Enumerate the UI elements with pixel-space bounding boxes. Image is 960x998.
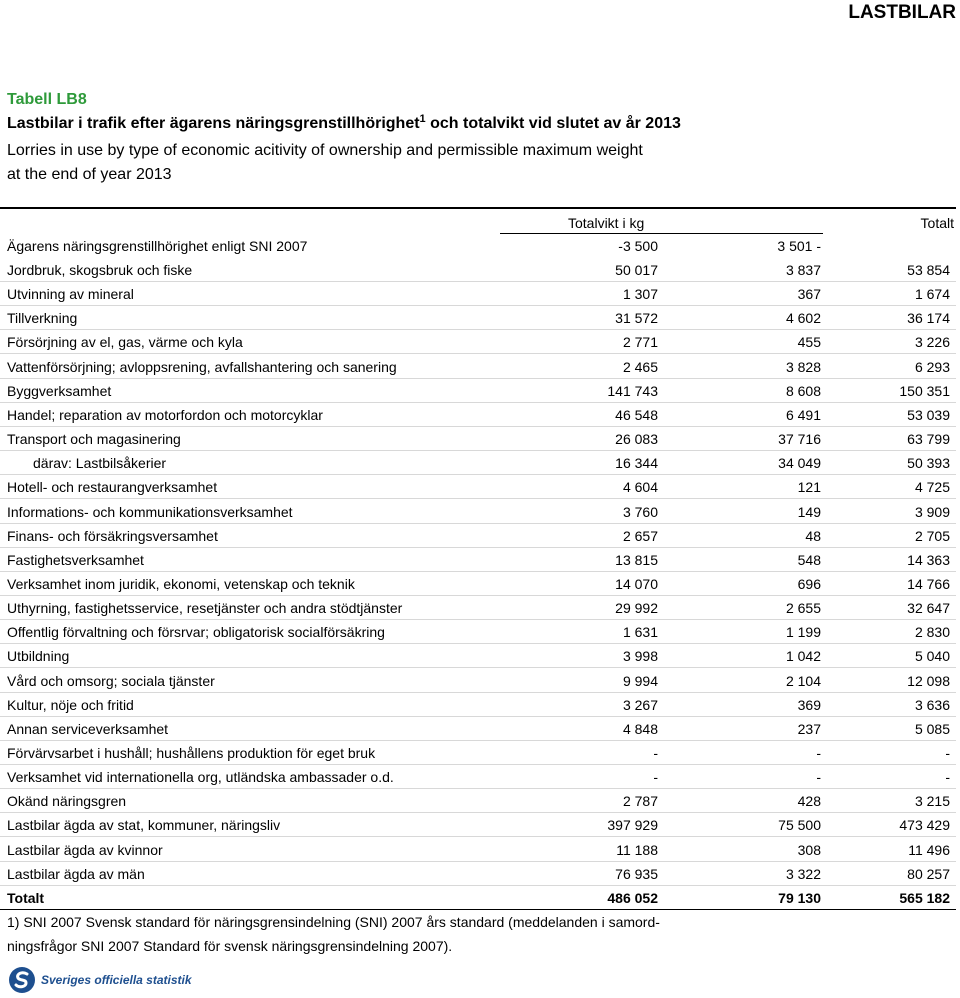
title-swedish [7,115,681,133]
table-row [0,765,956,789]
table-row [0,403,956,427]
row-value-total: 5 085 [914,720,950,737]
row-label: Utbildning [7,648,70,665]
total-weight-upto-3500: 486 052 [607,889,658,906]
row-value-weight-upto-3500: 76 935 [615,865,658,882]
footnote-line2: ningsfrågor SNI 2007 Standard för svensk näringsgrensindelning 2007). [7,938,453,954]
row-value-weight-over-3500: 2 655 [785,600,821,617]
row-value-weight-over-3500: 3 322 [785,865,821,882]
table-row [0,548,956,572]
total-value: 565 182 [899,889,950,906]
row-value-weight-upto-3500: 3 998 [622,648,658,665]
table-row [0,451,956,475]
row-label: Verksamhet vid internationella org, utländska ambassader o.d. [7,769,394,786]
title-sv-rest: och totalvikt vid slutet av år 2013 [425,115,681,132]
sos-logo-icon [8,966,36,994]
row-value-weight-upto-3500: 1 631 [622,624,658,641]
sos-logo [8,966,192,994]
weight-col2-header: 3 501 - [777,238,821,254]
row-value-weight-upto-3500: 11 188 [616,841,658,858]
row-value-weight-over-3500: 367 [797,286,821,303]
row-value-weight-upto-3500: 9 994 [622,672,658,689]
table-row [0,838,956,862]
total-label: Totalt [7,889,45,906]
total-column-header: Totalt [920,215,954,231]
row-value-weight-upto-3500: 2 465 [622,358,658,375]
table-row [0,717,956,741]
row-value-total: 2 830 [914,624,950,641]
row-value-weight-over-3500: 369 [797,696,821,713]
row-label: Lastbilar ägda av kvinnor [7,841,163,858]
row-value-weight-over-3500: 37 716 [778,431,821,447]
row-value-total: 14 363 [907,551,950,568]
row-label: Lastbilar ägda av stat, kommuner, näringsliv [7,817,281,834]
row-label: Informations- och kommunikationsverksamhet [7,503,293,520]
row-value-total: 11 496 [908,841,950,858]
header-label: LASTBILAR [848,2,956,23]
weight-col1-header: -3 500 [618,238,658,254]
row-value-weight-upto-3500: 2 771 [622,334,658,351]
row-value-total: 14 766 [907,576,950,592]
table-row [0,282,956,306]
row-label: Transport och magasinering [7,431,181,447]
row-value-total: 3 909 [914,503,950,520]
row-label: Jordbruk, skogsbruk och fiske [7,262,193,278]
table-id: Tabell LB8 [7,91,87,108]
table-row [0,620,956,644]
row-label: Verksamhet inom juridik, ekonomi, vetenskap och teknik [7,576,355,592]
row-value-total: 3 226 [914,334,950,351]
row-value-weight-upto-3500: 46 548 [615,406,658,423]
total-row [0,886,956,910]
row-value-total: - [945,745,950,761]
row-value-weight-over-3500: 455 [797,334,821,351]
row-value-weight-over-3500: 696 [797,576,821,592]
weight-column-header: Totalvikt i kg [568,215,645,231]
row-value-weight-over-3500: 237 [797,720,821,737]
table-row [0,572,956,596]
row-value-weight-over-3500: 3 828 [785,358,821,375]
row-label: Hotell- och restaurangverksamhet [7,479,218,496]
table-row [0,355,956,379]
row-value-weight-upto-3500: 4 848 [622,720,658,737]
row-label: Kultur, nöje och fritid [7,696,134,713]
row-value-weight-upto-3500: 2 787 [622,793,658,810]
footnote [7,910,767,958]
row-value-total: 1 674 [914,286,950,303]
row-value-weight-upto-3500: 3 267 [622,696,658,713]
row-value-total: 5 040 [914,648,950,665]
row-label: Fastighetsverksamhet [7,551,144,568]
row-value-weight-over-3500: 2 104 [785,672,821,689]
row-label: Vattenförsörjning; avloppsrening, avfallshantering och sanering [7,358,397,375]
row-value-weight-over-3500: 308 [797,841,821,858]
row-value-weight-over-3500: 548 [797,551,821,568]
row-value-weight-upto-3500: 26 083 [615,431,658,447]
row-value-total: 80 257 [907,865,950,882]
row-value-total: 6 293 [914,358,950,375]
row-value-weight-over-3500: 48 [805,527,821,544]
title-en-line1: Lorries in use by type of economic acitivity of ownership and permissible maximum weight [7,142,643,159]
table-row [0,644,956,668]
row-value-weight-upto-3500: 31 572 [615,310,658,327]
table-row [0,306,956,330]
row-label: Annan serviceverksamhet [7,720,169,737]
row-label: Offentlig förvaltning och försrvar; obligatorisk socialförsäkring [7,624,385,641]
total-weight-over-3500: 79 130 [778,889,821,906]
table-row [0,330,956,354]
title-footnote-mark: 1 [419,113,426,125]
row-value-weight-over-3500: 6 491 [785,406,821,423]
row-label: Försörjning av el, gas, värme och kyla [7,334,243,351]
row-label: Uthyrning, fastighetsservice, resetjänster och andra stödtjänster [7,600,403,617]
row-value-total: 50 393 [907,455,950,472]
table-row [0,693,956,717]
title-en-line2: at the end of year 2013 [7,166,172,183]
row-value-total: - [945,769,950,786]
row-value-total: 3 636 [914,696,950,713]
row-value-total: 36 174 [907,310,950,327]
title-sv-text: Lastbilar i trafik efter ägarens näringsgrenstillhörighet [7,115,420,132]
row-value-total: 53 854 [907,262,950,278]
table-row [0,789,956,813]
sos-logo-text: Sveriges officiella statistik [41,973,192,987]
footnote-line1: 1) SNI 2007 Svensk standard för näringsgrensindelning (SNI) 2007 års standard (meddelanden i samord- [7,914,660,930]
column-header-row [0,234,956,258]
row-label: Förvärvsarbet i hushåll; hushållens produktion för eget bruk [7,745,376,761]
row-label: Lastbilar ägda av män [7,865,145,882]
row-value-weight-over-3500: 4 602 [785,310,821,327]
row-value-total: 63 799 [907,431,950,447]
row-value-weight-over-3500: 34 049 [778,455,821,472]
table-row [0,500,956,524]
table-row [0,862,956,886]
table-row [0,524,956,548]
row-label: Tillverkning [7,310,78,327]
row-value-weight-over-3500: 1 199 [785,624,821,641]
label-column-header: Ägarens näringsgrenstillhörighet enligt SNI 2007 [7,238,308,254]
row-value-total: 473 429 [899,817,950,834]
table-row [0,475,956,499]
row-value-total: 4 725 [914,479,950,496]
row-value-weight-upto-3500: 50 017 [615,262,658,278]
row-label: Handel; reparation av motorfordon och motorcyklar [7,406,323,423]
row-value-weight-upto-3500: 397 929 [607,817,658,834]
row-value-total: 3 215 [914,793,950,810]
row-value-weight-upto-3500: 4 604 [622,479,658,496]
row-value-weight-over-3500: - [816,769,821,786]
row-value-weight-upto-3500: 13 815 [615,551,658,568]
row-value-weight-over-3500: - [816,745,821,761]
table-top-rule [0,207,956,209]
table-row [0,596,956,620]
row-label: Vård och omsorg; sociala tjänster [7,672,215,689]
row-value-weight-upto-3500: 1 307 [622,286,658,303]
row-value-weight-over-3500: 121 [797,479,821,496]
row-value-weight-upto-3500: 16 344 [615,455,658,472]
row-value-weight-over-3500: 149 [797,503,821,520]
table-row [0,258,956,282]
row-value-weight-over-3500: 428 [797,793,821,810]
row-value-total: 2 705 [914,527,950,544]
row-value-weight-upto-3500: 3 760 [622,503,658,520]
row-label: Okänd näringsgren [7,793,127,810]
row-value-total: 150 351 [899,382,950,399]
row-value-weight-upto-3500: - [653,769,658,786]
row-value-weight-upto-3500: 2 657 [622,527,658,544]
row-label: Utvinning av mineral [7,286,134,303]
row-value-weight-upto-3500: 14 070 [615,576,658,592]
row-value-weight-over-3500: 8 608 [785,382,821,399]
row-value-total: 12 098 [907,672,950,689]
row-value-total: 32 647 [907,600,950,617]
table-row [0,741,956,765]
title-english [7,139,767,187]
table-row [0,427,956,451]
table-row [0,669,956,693]
row-value-weight-upto-3500: 141 743 [607,382,658,399]
row-label: Finans- och försäkringsversamhet [7,527,218,544]
row-label: därav: Lastbilsåkerier [33,455,167,472]
row-value-weight-over-3500: 75 500 [778,817,821,834]
row-value-weight-upto-3500: 29 992 [615,600,658,617]
row-value-weight-over-3500: 1 042 [785,648,821,665]
row-value-weight-over-3500: 3 837 [785,262,821,278]
row-label: Byggverksamhet [7,382,112,399]
row-value-total: 53 039 [907,406,950,423]
row-value-weight-upto-3500: - [653,745,658,761]
table-row [0,379,956,403]
table-row [0,813,956,837]
